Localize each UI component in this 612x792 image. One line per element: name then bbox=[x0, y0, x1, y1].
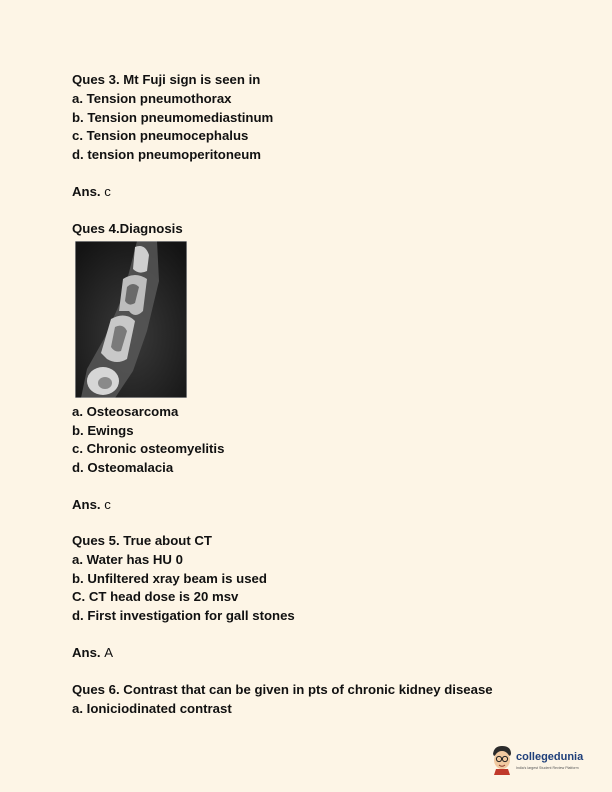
q4-option-c: c. Chronic osteomyelitis bbox=[72, 441, 225, 456]
q4-option-b: b. Ewings bbox=[72, 423, 134, 438]
q5-option-a: a. Water has HU 0 bbox=[72, 552, 183, 567]
q5-option-b: b. Unfiltered xray beam is used bbox=[72, 571, 267, 586]
q5-option-d: d. First investigation for gall stones bbox=[72, 608, 295, 623]
q5-answer bbox=[72, 645, 113, 661]
q5-option-c: C. CT head dose is 20 msv bbox=[72, 589, 239, 604]
q4-option-a: a. Osteosarcoma bbox=[72, 404, 179, 419]
answer-label: Ans. bbox=[72, 645, 101, 660]
question-5-title: Ques 5. True about CT bbox=[72, 533, 212, 548]
answer-value: A bbox=[104, 645, 114, 660]
brand-tagline: India's largest Student Review Platform bbox=[516, 766, 579, 770]
question-3-title: Ques 3. Mt Fuji sign is seen in bbox=[72, 72, 261, 87]
ct-scan-icon bbox=[75, 241, 187, 398]
q3-option-c: c. Tension pneumocephalus bbox=[72, 128, 249, 143]
q3-option-b: b. Tension pneumomediastinum bbox=[72, 110, 274, 125]
answer-value: c bbox=[104, 184, 111, 199]
answer-label: Ans. bbox=[72, 497, 101, 512]
q3-answer bbox=[72, 184, 111, 200]
q6-option-a: a. Ioniciodinated contrast bbox=[72, 701, 232, 716]
brand-name: collegedunia bbox=[516, 751, 584, 763]
q4-option-d: d. Osteomalacia bbox=[72, 460, 174, 475]
collegedunia-logo[interactable] bbox=[490, 745, 590, 779]
ct-scan-finger-image bbox=[75, 241, 187, 398]
q3-option-d: d. tension pneumoperitoneum bbox=[72, 147, 262, 162]
answer-label: Ans. bbox=[72, 184, 101, 199]
answer-value: c bbox=[104, 497, 111, 512]
question-4-title: Ques 4.Diagnosis bbox=[72, 221, 183, 236]
q4-answer bbox=[72, 497, 111, 513]
mascot-face-icon bbox=[490, 745, 514, 775]
q3-option-a: a. Tension pneumothorax bbox=[72, 91, 232, 106]
question-6-title: Ques 6. Contrast that can be given in pts of chronic kidney disease bbox=[72, 682, 493, 697]
